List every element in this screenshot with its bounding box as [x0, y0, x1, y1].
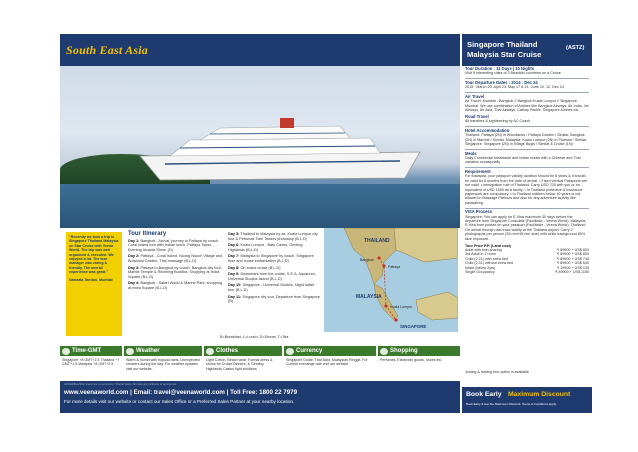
price-row: Child (2-11) without extra bed ₹ 89900 + US$ 640: [465, 261, 589, 266]
section-title: Tour Departure Dates : 2014 : Dec 24: [465, 79, 538, 85]
section-title: VISA Process: [465, 209, 493, 215]
map-label-bangkok: Bangkok: [360, 258, 374, 262]
summary-section: [465, 210, 589, 241]
summary-section: [465, 95, 589, 113]
itinerary-day: Day 8: On board cruise (B,L,D): [228, 265, 281, 270]
itinerary-heading: Tour Itinerary: [128, 231, 167, 237]
tour-price-table: [465, 244, 589, 275]
contact-details[interactable]: www.veenaworld.com | Email: travel@veenaworld.com | Toll Free: 1800 22 7979: [64, 389, 298, 396]
section-text: 2015 : March 20, April 23, May 17 & 21, June 10, 12, Dec 24: [465, 85, 564, 90]
info-clothes: [204, 346, 282, 380]
joining-note: Joining & leaving tour option is available: [465, 370, 529, 374]
info-clothes-body: Light Cotton, Beach wear, Formal dress & shoes for Cruise Dinners, & Genting Highlands Casino light woollens: [206, 358, 273, 371]
section-title: Meals: [465, 150, 477, 156]
region-title: South East Asia: [66, 43, 148, 57]
itinerary-day: Day 7: Malaysia to Singapore by coach. Singapore flyer and cruise embarkation (B,L,D): [228, 254, 314, 263]
info-time: [60, 346, 122, 380]
section-title: Hotel Accommodation: [465, 127, 510, 133]
info-currency: [284, 346, 376, 380]
testimonial-author: Namrata Tandon, Mumbai: [69, 277, 113, 282]
section-text: Air Travel: Mumbai - Bangkok // Bangkok-Kuala Lumpur // Singapore - Mumbai. We use combination of Airlines like Bangkok Airways, Air India, Jet Airways, Air Asia, Thai Airways, Cathay Pacific, Singapore Airlines etc.: [465, 99, 589, 113]
info-time-body: Singapore +8 GMT+2.5 Thailand +7 GMT+1.5 Malaysia +8 GMT+2.5: [62, 358, 120, 367]
section-title: Air Travel: [465, 93, 485, 99]
fine-print: Air/Rail/Bus/Ship travel are on economy / Tourist basis. All rates are inclusive of service tax.: [64, 382, 178, 386]
tour-code: (ASTZ): [566, 45, 585, 51]
section-text: Daily Continental breakfasts and Indian meals with a Chinese and Thai variation occasionally: [465, 155, 581, 165]
divider: [465, 92, 589, 93]
route-map: [324, 228, 458, 332]
map-label-malaysia: MALAYSIA: [356, 294, 382, 300]
travel-info-strip: [60, 346, 460, 380]
tour-summary-panel: [462, 34, 592, 413]
section-text: Thailand: Pattaya (2N) in Woodlands / Pattaya Garden / Similar. Bangkok (2N) in Marriott / Similar. Malaysia: Kuala Lumpur (2N) in Pullman / Similar. Singapore: Singapore (2N) in Village Bugis / Similar & Cruise (1N): [465, 133, 587, 147]
clock-icon: [62, 348, 70, 355]
info-clothes-header: Clothes: [204, 346, 282, 356]
itinerary-day: Day 3: Pattaya to Bangkok by coach. Bangkok city tour, Marble Temple & Reclining Buddha. Shopping at Indra Square (B,L,D): [128, 265, 222, 279]
testimonial-box: [66, 232, 122, 336]
shopping-bag-icon: [380, 348, 388, 355]
divider: [465, 149, 589, 150]
info-weather-body: Warm & humid with tropical rains. Unexpected showers during the day. For weather updates visit our website.: [126, 358, 200, 371]
info-shopping: [378, 346, 460, 380]
info-weather: [124, 346, 202, 380]
section-text: Visit 9 interesting cities of 3 Beautiful countries on a Cruise: [465, 71, 561, 76]
currency-icon: [286, 348, 294, 355]
summary-section: [465, 115, 589, 124]
info-time-header: Time-GMT: [60, 346, 122, 356]
tour-price-title: Tour Price P.P. (Land cost): [465, 243, 511, 248]
divider: [465, 208, 589, 209]
section-text: All transfers & sightseeing by AC Coach: [465, 119, 531, 124]
maximum-discount-label: Maximum Discount: [508, 391, 571, 398]
testimonial-quote: “Recently we took a trip to Singapore Thailand Malaysia on Star Cruise with Veena World. The trip was well organised & executed. We enjoyed a lot. The tour manager was caring & friendly. The overall experience was great.”: [69, 235, 119, 275]
section-title: Tour Duration : 11 Days | 10 Nights: [465, 66, 535, 71]
section-title: Requirement: [465, 168, 491, 174]
book-early-banner[interactable]: [462, 387, 592, 413]
itinerary-day: Day 4: Bangkok - Safari World & Marine Park, shopping at Indra Square (B,L,D): [128, 281, 223, 290]
section-text: Singapore: You can apply for E-Visa maximum 30 days before the departure from Singapore Consulate (Facilitator - Veena World). Malaysia: E-Visa from posted on your passport (Facilitator - Veena World). Thailand: On arrival through fast track facility at the Thailand airport. Carry 2 photographs per person (35 mm*45 mm size) with white background 80% face exposure.: [465, 214, 587, 241]
map-label-kuala-lumpur: Kuala Lumpur: [390, 305, 413, 309]
contact-note: For more details visit our website or contact our Sales Office or a Preferred Sales Partner at your nearby location.: [64, 399, 295, 404]
map-label-thailand: THAILAND: [364, 238, 390, 244]
meal-legend: B=Breakfast, L=Lunch, D=Dinner, T=Tea: [220, 335, 289, 339]
tour-title-header: [462, 34, 592, 66]
itinerary-day: Day 5: Thailand to Malaysia by air. Kuala Lumpur city tour & Petronas Twin Towers photostop (B,L,D): [228, 232, 318, 241]
ship-illustration: [130, 116, 430, 186]
cruise-ship-photo: [60, 66, 460, 228]
divider: [465, 126, 589, 127]
contact-bar: [60, 381, 460, 413]
price-row: 3rd Adult in 1 room ₹ 89900 + US$ 800: [465, 252, 589, 257]
map-label-pattaya: Pattaya: [388, 265, 401, 269]
itinerary-day: Day 11: Singapore city tour, Departure from Singapore (B): [228, 294, 320, 304]
region-header: [60, 34, 460, 66]
itinerary-day: Day 6: Kuala Lumpur - Batu Caves, Genting Highlands (B,L,D): [228, 243, 303, 252]
itinerary-col-2: [228, 232, 320, 306]
itinerary-day: Day 1: Bangkok - Arrival, journey to Pattaya by coach. Coral Island tour with Indian lunch. Pattaya Tower, Evening Alcazar Show. (D): [128, 238, 220, 252]
tour-summary-body: [465, 67, 589, 274]
clothes-icon: [206, 348, 214, 355]
price-row: Adult with twin sharing ₹ 89900 + US$ 800: [465, 247, 589, 252]
tour-details: [60, 228, 460, 346]
info-currency-body: Singapore Dollar, Thai Baht, Malaysian Ringgit. For Current exchange rate visit our website.: [286, 358, 368, 367]
info-shopping-body: Perfumes, Electronic goods, shoes etc.: [380, 358, 443, 362]
map-label-singapore: SINGAPORE: [400, 324, 427, 329]
sea-shape: [60, 184, 460, 228]
divider: [465, 78, 589, 79]
itinerary-col-1: [128, 232, 224, 293]
section-text: For Malaysia, your passport validity duration should be 6 years & it should be valid for 6 months from the date of arrival. • Fixed vertical Passports are not valid. • Immigration rule of Thailand: Carry USD 700 with you or an equivalent of USD 1500 as a family. • In Thailand protective & insurance paperwork are compulsory. • In Thailand children below 10 years is not allowed in Massage Parlours and also for any adventure activity like parasailing.: [465, 174, 588, 205]
price-row: Infant (below 2yrs) ₹ 19900 + US$ 135: [465, 265, 589, 270]
weather-icon: [126, 348, 134, 355]
itinerary-day: Day 2: Pattaya - Coral Island, Noong Nooch Village and Botanical Garden, Thai massage (B,L,D): [128, 254, 223, 263]
summary-section: [465, 67, 589, 76]
book-early-terms: Book Early & Get the Maximum Discount. Terms & Conditions apply.: [466, 402, 557, 406]
price-row: Single Occupancy ₹ 89900 + US$ 1150: [465, 270, 589, 274]
divider: [465, 167, 589, 168]
info-weather-header: Weather: [124, 346, 202, 356]
info-currency-header: Currency: [284, 346, 376, 356]
itinerary-day: Day 10: Singapore - Universal Studios, Night safari tour (B,L,D): [228, 283, 315, 292]
tour-title-line-1: Singapore Thailand: [467, 40, 538, 49]
tour-title-line-2: Malaysia Star Cruise: [467, 50, 542, 59]
summary-section: [465, 129, 589, 147]
book-early-label: Book Early: [466, 391, 502, 398]
summary-section: [465, 81, 589, 90]
price-row: Child (2-11) with extra bed ₹ 89900 + US$ 740: [465, 256, 589, 261]
section-title: Road Travel: [465, 113, 489, 119]
info-shopping-header: Shopping: [378, 346, 460, 356]
summary-section: [465, 170, 589, 205]
itinerary-day: Day 9: Disembark from the cruise, S.E.A. Aquarium, Universal Studios Island (B,L,D): [228, 272, 316, 281]
summary-section: [465, 152, 589, 165]
